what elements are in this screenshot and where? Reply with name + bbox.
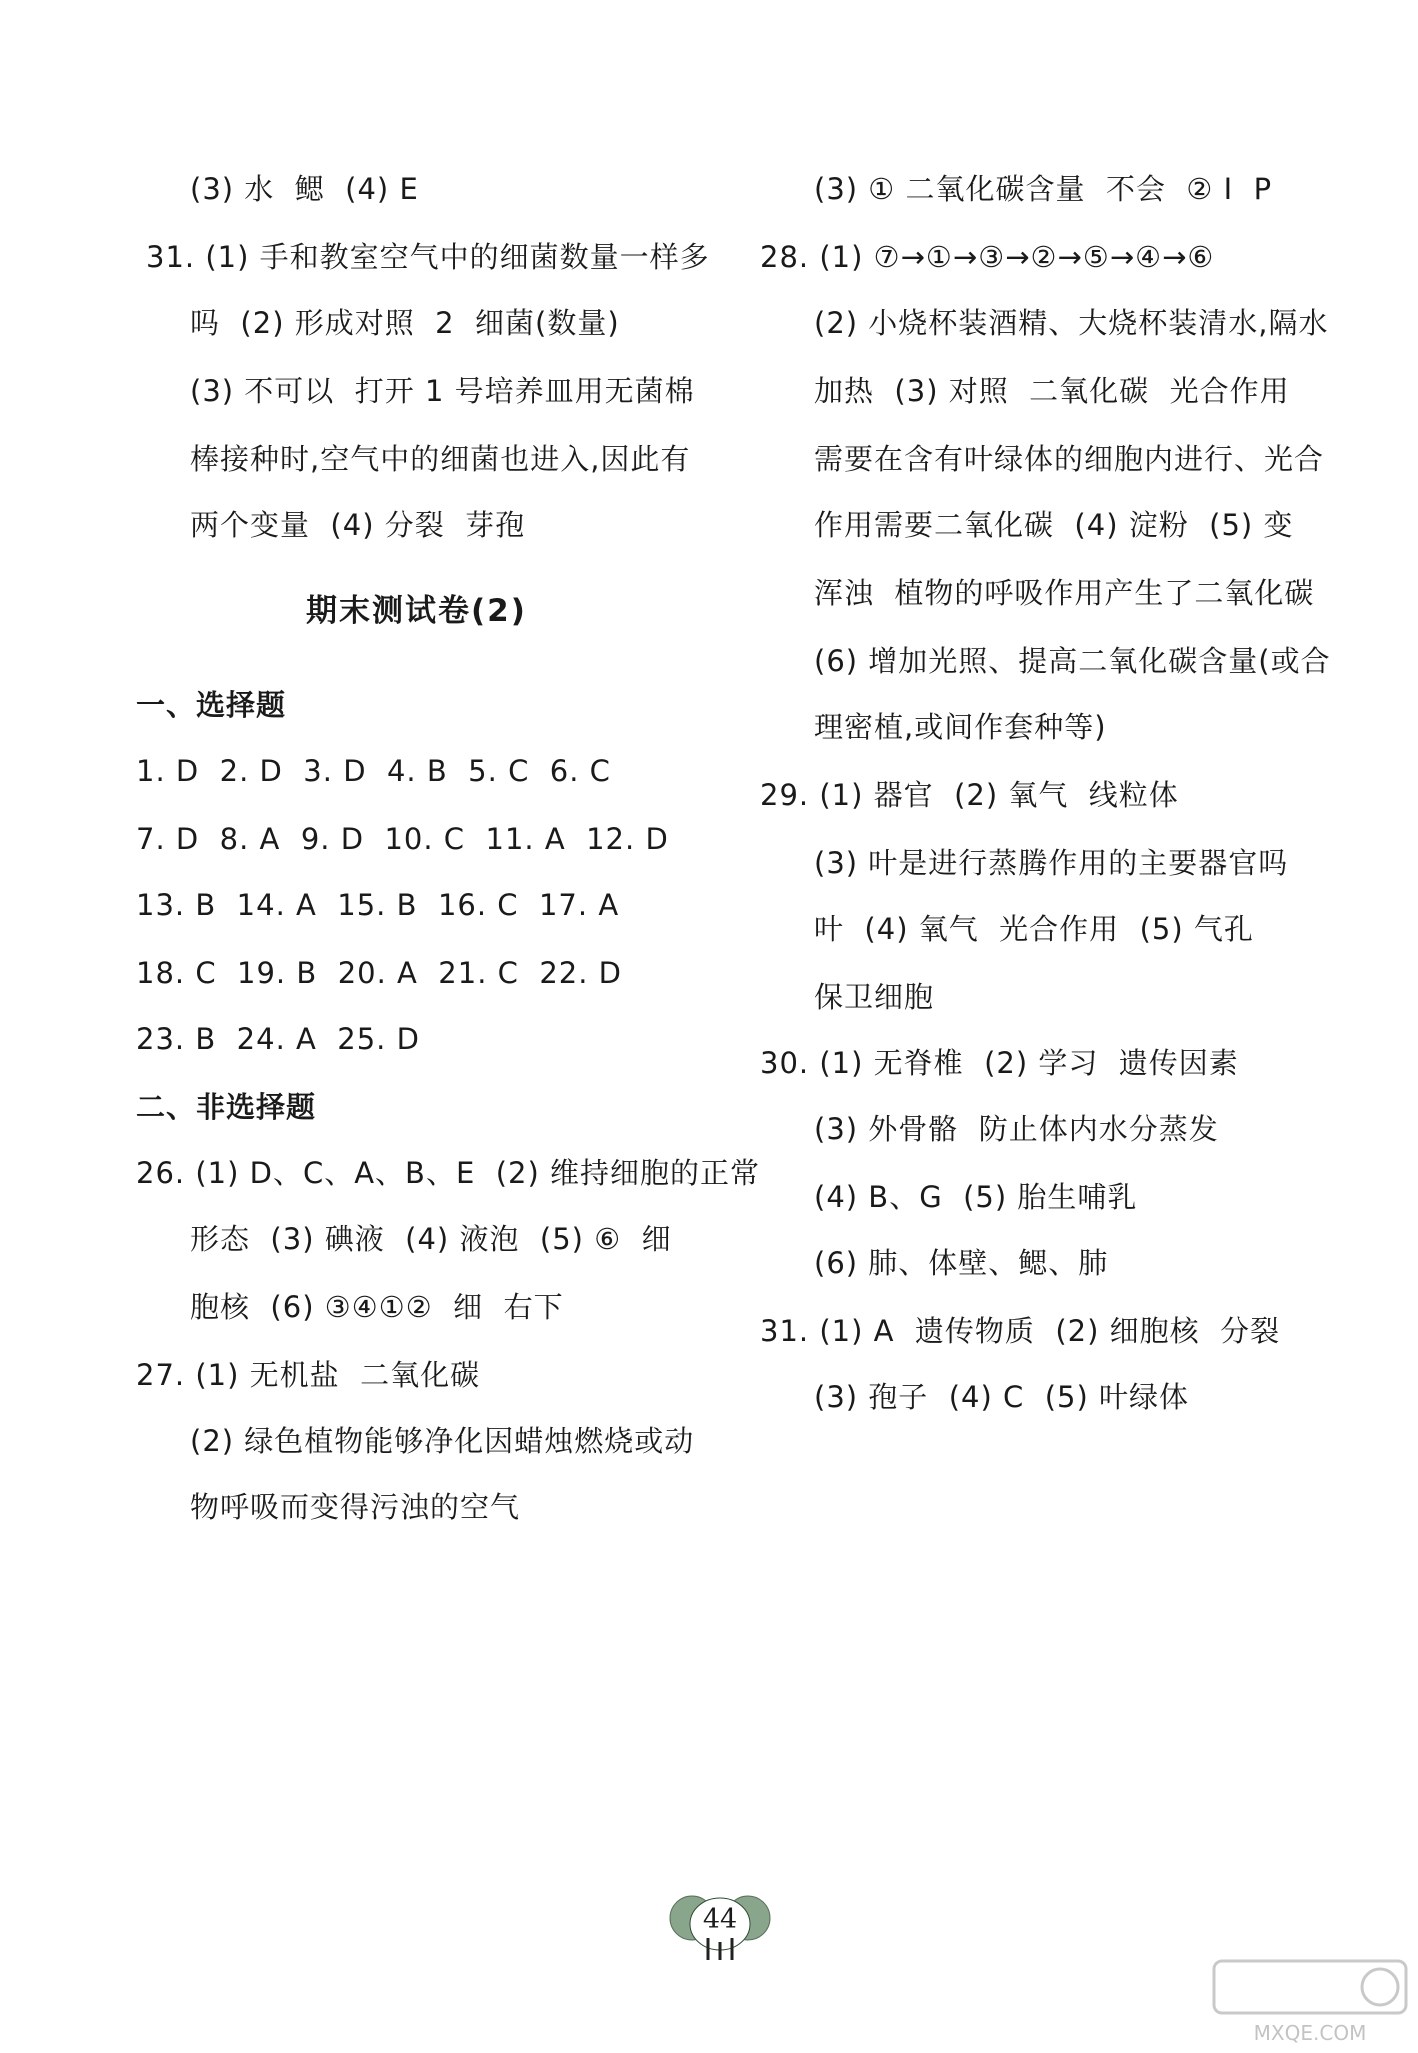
- answer-line: (6) 肺、体壁、鳃、肺: [814, 1246, 1109, 1280]
- answer-line: 需要在含有叶绿体的细胞内进行、光合: [814, 442, 1325, 476]
- answer-line: 31. (1) A 遗传物质 (2) 细胞核 分裂: [760, 1314, 1281, 1348]
- answer-line: (3) 叶是进行蒸腾作用的主要器官吗: [814, 846, 1289, 880]
- section-heading: 二、非选择题: [136, 1090, 317, 1124]
- answer-line: 加热 (3) 对照 二氧化碳 光合作用: [814, 374, 1290, 408]
- answer-line: 23. B 24. A 25. D: [136, 1022, 420, 1056]
- answer-line: (3) 外骨骼 防止体内水分蒸发: [814, 1112, 1219, 1146]
- answer-line: 浑浊 植物的呼吸作用产生了二氧化碳: [814, 576, 1315, 610]
- answer-line: 26. (1) D、C、A、B、E (2) 维持细胞的正常: [136, 1156, 761, 1190]
- site-watermark: [1210, 1955, 1410, 2047]
- page-number: 44: [702, 1904, 738, 1935]
- answer-line: (3) ① 二氧化碳含量 不会 ② I P: [814, 172, 1273, 206]
- watermark-logo-icon: [1210, 1955, 1410, 2025]
- answer-line: 胞核 (6) ③④①② 细 右下: [190, 1290, 564, 1324]
- answer-line: 棒接种时,空气中的细菌也进入,因此有: [190, 442, 691, 476]
- section-title: 期末测试卷(2): [306, 593, 527, 629]
- answer-line: 吗 (2) 形成对照 2 细菌(数量): [190, 306, 620, 340]
- answer-line: 18. C 19. B 20. A 21. C 22. D: [136, 956, 622, 990]
- answer-line: 31. (1) 手和教室空气中的细菌数量一样多: [146, 240, 710, 274]
- answer-line: 27. (1) 无机盐 二氧化碳: [136, 1358, 481, 1392]
- answer-line: 形态 (3) 碘液 (4) 液泡 (5) ⑥ 细: [190, 1222, 672, 1256]
- answer-line: (3) 孢子 (4) C (5) 叶绿体: [814, 1380, 1190, 1414]
- answer-line: 29. (1) 器官 (2) 氧气 线粒体: [760, 778, 1179, 812]
- answer-line: 作用需要二氧化碳 (4) 淀粉 (5) 变: [814, 508, 1294, 542]
- watermark-domain: MXQE.COM: [1253, 2021, 1367, 2045]
- answer-line: (3) 不可以 打开 1 号培养皿用无菌棉: [190, 374, 695, 408]
- answer-line: 叶 (4) 氧气 光合作用 (5) 气孔: [814, 912, 1254, 946]
- answer-line: 保卫细胞: [814, 980, 935, 1014]
- answer-line: 物呼吸而变得污浊的空气: [190, 1490, 521, 1524]
- answer-line: (6) 增加光照、提高二氧化碳含量(或合: [814, 644, 1331, 678]
- answer-line: 28. (1) ⑦→①→③→②→⑤→④→⑥: [760, 240, 1215, 274]
- answer-line: 30. (1) 无脊椎 (2) 学习 遗传因素: [760, 1046, 1239, 1080]
- answer-line: (2) 绿色植物能够净化因蜡烛燃烧或动: [190, 1424, 695, 1458]
- answer-line: (4) B、G (5) 胎生哺乳: [814, 1180, 1138, 1214]
- answer-line: (3) 水 鳃 (4) E: [190, 172, 419, 206]
- answer-line: (2) 小烧杯装酒精、大烧杯装清水,隔水: [814, 306, 1329, 340]
- answer-line: 13. B 14. A 15. B 16. C 17. A: [136, 888, 620, 922]
- answer-line: 1. D 2. D 3. D 4. B 5. C 6. C: [136, 754, 611, 788]
- answer-line: 两个变量 (4) 分裂 芽孢: [190, 508, 526, 542]
- answer-line: 理密植,或间作套种等): [814, 710, 1107, 744]
- section-heading: 一、选择题: [136, 688, 287, 722]
- answer-line: 7. D 8. A 9. D 10. C 11. A 12. D: [136, 822, 669, 856]
